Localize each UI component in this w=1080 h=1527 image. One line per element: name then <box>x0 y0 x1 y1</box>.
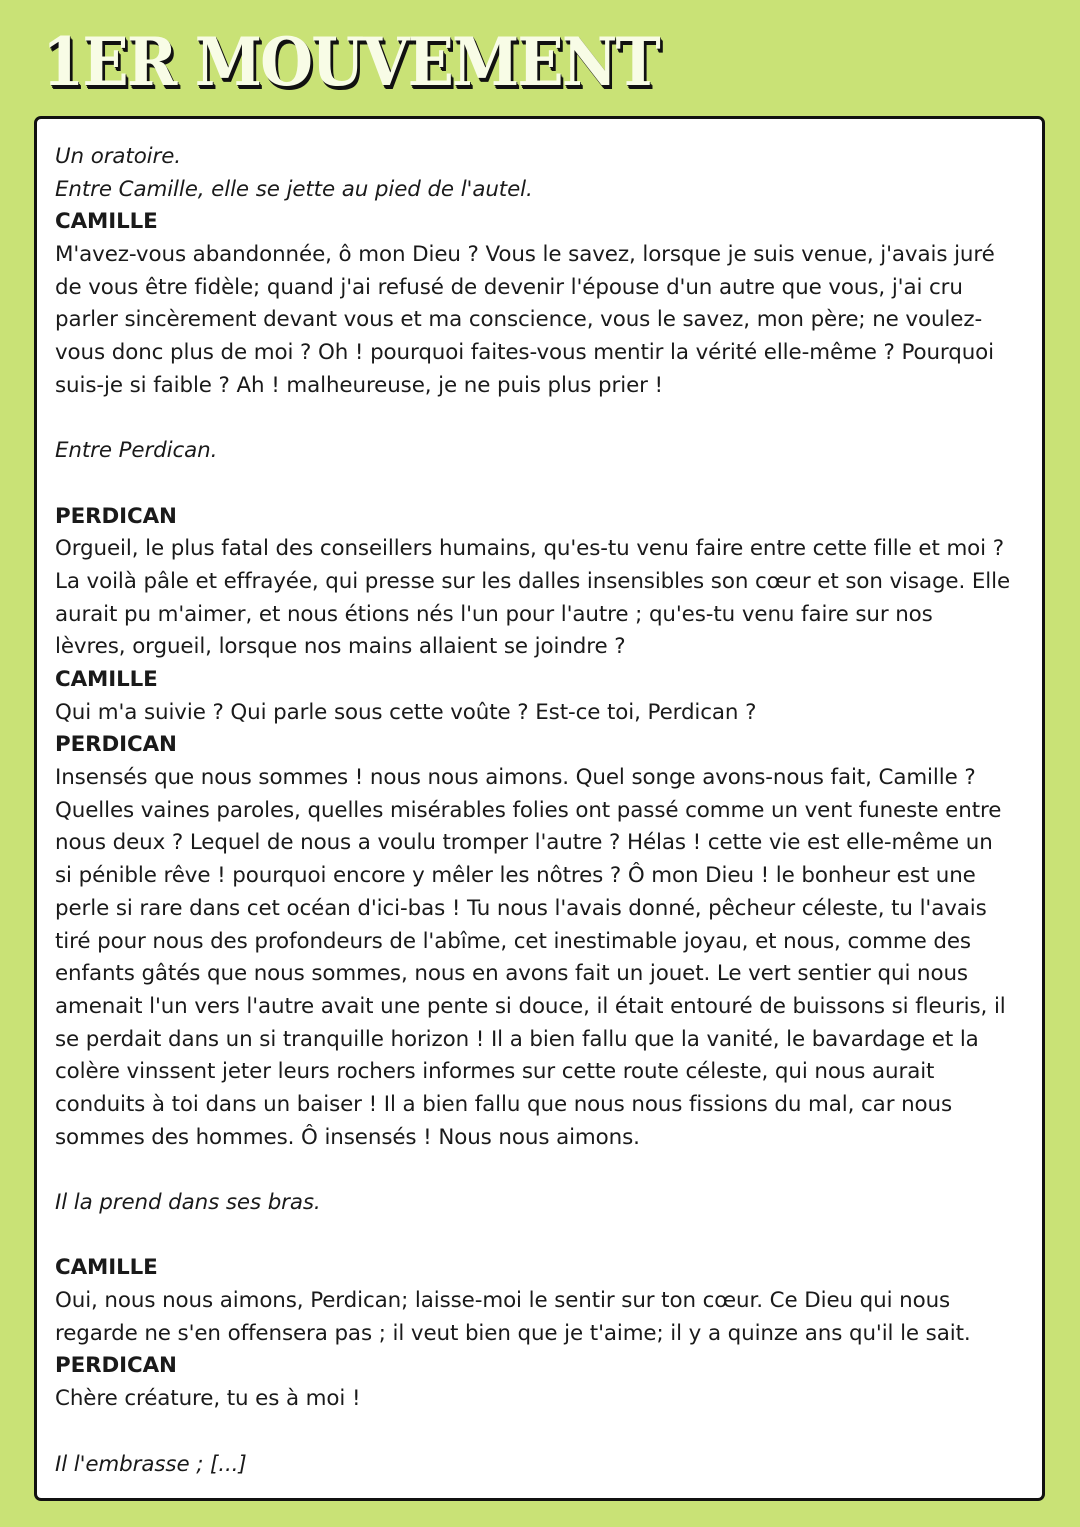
speech-line: nous deux ? Lequel de nous a voulu tromper l'autre ? Hélas ! cette vie est elle-même un <box>55 830 993 856</box>
speech-line: conduits à toi dans un baiser ! Il a bien fallu que nous nous fissions du mal, car nous <box>55 1091 953 1117</box>
page-title: 1ER MOUVEMENT <box>42 23 659 101</box>
speaker-name: CAMILLE <box>55 1255 158 1281</box>
speaker-name: CAMILLE <box>55 209 158 235</box>
speech-line: colère vinssent jeter leurs rochers informes sur cette route céleste, qui nous aurait <box>55 1059 935 1085</box>
speech-line: se perdait dans un si tranquille horizon ! Il a bien fallu que la vanité, le bavardage et la <box>55 1026 979 1052</box>
speech-perdican-2 <box>55 729 1035 1154</box>
speech-line: Insensés que nous sommes ! nous nous aimons. Quel songe avons-nous fait, Camille ? <box>55 765 976 791</box>
speech-camille-3 <box>55 1252 1035 1350</box>
speech-line: si pénible rêve ! pourquoi encore y mêler les nôtres ? Ô mon Dieu ! le bonheur est une <box>55 863 976 889</box>
speech-line: M'avez-vous abandonnée, ô mon Dieu ? Vous le savez, lorsque je suis venue, j'avais juré <box>55 242 995 268</box>
speech-line: La voilà pâle et effrayée, qui presse sur les dalles insensibles son cœur et son visage. Elle <box>55 568 1011 594</box>
text-panel <box>34 116 1045 1501</box>
speech-line: de vous être fidèle; quand j'ai refusé de devenir l'épouse d'un autre que vous, j'ai cru <box>55 274 963 300</box>
speaker-name: PERDICAN <box>55 732 177 758</box>
speech-camille-2 <box>55 664 1035 729</box>
spacer <box>55 468 1035 501</box>
speech-line: Quelles vaines paroles, quelles misérables folies ont passé comme un vent funeste entre <box>55 797 1002 823</box>
stage-direction: Entre Camille, elle se jette au pied de l'autel. <box>55 176 533 202</box>
play-excerpt <box>55 141 1035 1481</box>
speech-line: Orgueil, le plus fatal des conseillers humains, qu'es-tu venu faire entre cette fille et moi ? <box>55 536 1004 562</box>
speech-camille-1 <box>55 206 1035 402</box>
speech-line: parler sincèrement devant vous et ma conscience, vous le savez, mon père; ne voulez- <box>55 307 983 333</box>
speech-line: tiré pour nous des profondeurs de l'abîme, cet inestimable joyau, et nous, comme des <box>55 928 971 954</box>
speech-line: Oui, nous nous aimons, Perdican; laisse-moi le sentir sur ton cœur. Ce Dieu qui nous <box>55 1288 951 1314</box>
speech-line: perle si rare dans cet océan d'ici-bas ! Tu nous l'avais donné, pêcheur céleste, tu l'avais <box>55 895 987 921</box>
speaker-name: PERDICAN <box>55 1353 177 1379</box>
speech-line: Chère créature, tu es à moi ! <box>55 1386 361 1412</box>
speech-line: aurait pu m'aimer, et nous étions nés l'un pour l'autre ; qu'es-tu venu faire sur nos <box>55 601 933 627</box>
speech-line: lèvres, orgueil, lorsque nos mains allaient se joindre ? <box>55 634 626 660</box>
stage-direction-setting: Un oratoire. <box>55 144 181 169</box>
stage-direction: Il l'embrasse ; [...] <box>55 1451 247 1477</box>
speech-line: sommes des hommes. Ô insensés ! Nous nous aimons. <box>55 1124 640 1150</box>
speech-line: enfants gâtés que nous sommes, nous en avons fait un jouet. Le vert sentier qui nous <box>55 961 968 987</box>
speech-line: vous donc plus de moi ? Oh ! pourquoi faites-vous mentir la vérité elle-même ? Pourquoi <box>55 340 995 366</box>
speaker-name: PERDICAN <box>55 503 177 529</box>
speech-line: regarde ne s'en offensera pas ; il veut bien que je t'aime; il y a quinze ans qu'il le sait. <box>55 1320 971 1346</box>
spacer <box>55 1154 1035 1187</box>
speech-line: suis-je si faible ? Ah ! malheureuse, je ne puis plus prier ! <box>55 372 663 398</box>
spacer <box>55 1416 1035 1449</box>
speech-line: amenait l'un vers l'autre avait une pente si douce, il était entouré de buissons si fleuris, il <box>55 993 1006 1019</box>
speaker-name: CAMILLE <box>55 667 158 692</box>
stage-direction: Entre Perdican. <box>55 438 218 464</box>
speech-line: Qui m'a suivie ? Qui parle sous cette voûte ? Est-ce toi, Perdican ? <box>55 699 757 725</box>
speech-perdican-3 <box>55 1350 1035 1415</box>
spacer <box>55 1220 1035 1253</box>
speech-perdican-1 <box>55 501 1035 664</box>
stage-direction: Il la prend dans ses bras. <box>55 1190 321 1215</box>
spacer <box>55 403 1035 436</box>
